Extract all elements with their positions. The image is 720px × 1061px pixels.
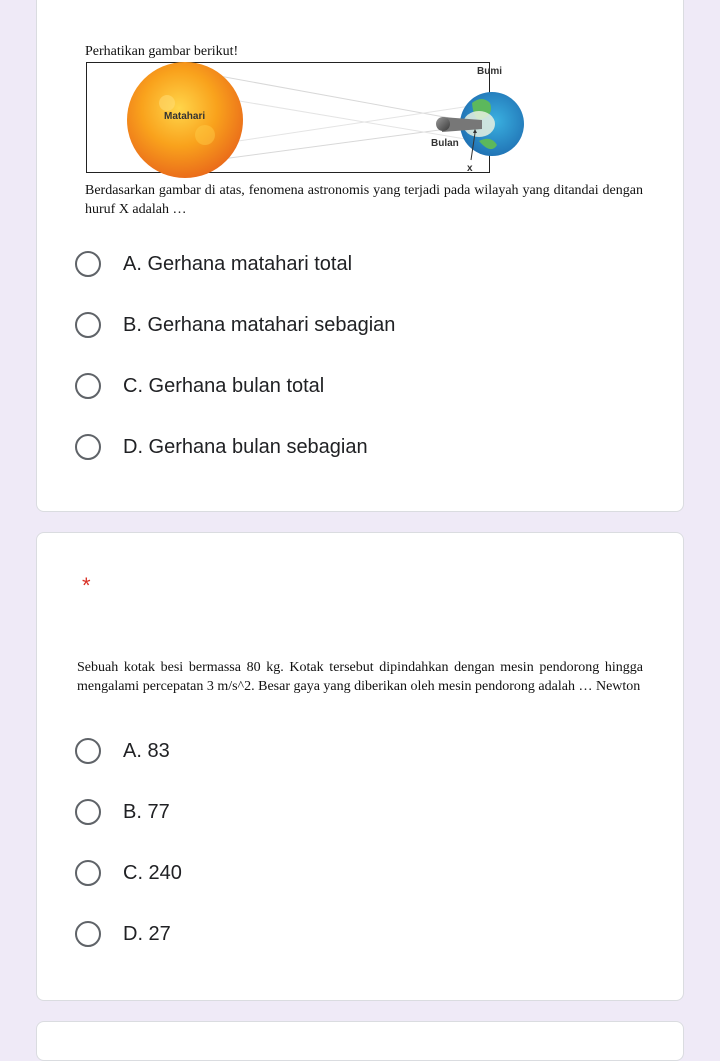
point-x-label: x xyxy=(467,163,473,174)
option-label: A. Gerhana matahari total xyxy=(123,252,353,275)
question-1-heading: Perhatikan gambar berikut! xyxy=(85,44,239,59)
question-card-2 xyxy=(36,532,684,1001)
option-label: D. 27 xyxy=(123,922,171,945)
question-card-3 xyxy=(36,1021,684,1061)
option-b[interactable] xyxy=(75,305,395,345)
earth-label: Bumi xyxy=(477,66,502,77)
option-b[interactable] xyxy=(75,792,170,832)
eclipse-figure xyxy=(86,62,502,174)
radio-button[interactable] xyxy=(75,251,101,277)
radio-button[interactable] xyxy=(75,921,101,947)
required-marker: * xyxy=(82,573,91,598)
option-a[interactable] xyxy=(75,731,170,771)
radio-button[interactable] xyxy=(75,373,101,399)
sun-spot-icon xyxy=(159,95,175,111)
question-1-text: Berdasarkan gambar di atas, fenomena astronomis yang terjadi pada wilayah yang ditandai dengan huruf X adalah … xyxy=(85,183,643,217)
option-label: D. Gerhana bulan sebagian xyxy=(123,435,368,458)
option-c[interactable] xyxy=(75,853,182,893)
eclipse-diagram xyxy=(87,63,502,174)
radio-button[interactable] xyxy=(75,312,101,338)
option-d[interactable] xyxy=(75,914,171,954)
option-a[interactable] xyxy=(75,244,352,284)
sun-label: Matahari xyxy=(164,111,206,122)
option-label: C. 240 xyxy=(123,861,182,884)
radio-button[interactable] xyxy=(75,799,101,825)
moon-icon xyxy=(436,117,450,131)
option-d[interactable] xyxy=(75,427,368,467)
question-card-1 xyxy=(36,0,684,512)
option-c[interactable] xyxy=(75,366,324,406)
option-label: C. Gerhana bulan total xyxy=(123,374,325,397)
radio-button[interactable] xyxy=(75,860,101,886)
option-label: A. 83 xyxy=(123,739,170,762)
moon-label: Bulan xyxy=(431,138,459,149)
question-2-text: Sebuah kotak besi bermassa 80 kg. Kotak tersebut dipindahkan dengan mesin pendorong hingga mengalami percepatan 3 m/s^2. Besar gaya yang diberikan oleh mesin pendorong adalah … Newton xyxy=(77,660,643,694)
option-label: B. Gerhana matahari sebagian xyxy=(123,313,396,336)
radio-button[interactable] xyxy=(75,738,101,764)
radio-button[interactable] xyxy=(75,434,101,460)
option-label: B. 77 xyxy=(123,800,170,823)
sun-spot-icon xyxy=(195,125,215,145)
